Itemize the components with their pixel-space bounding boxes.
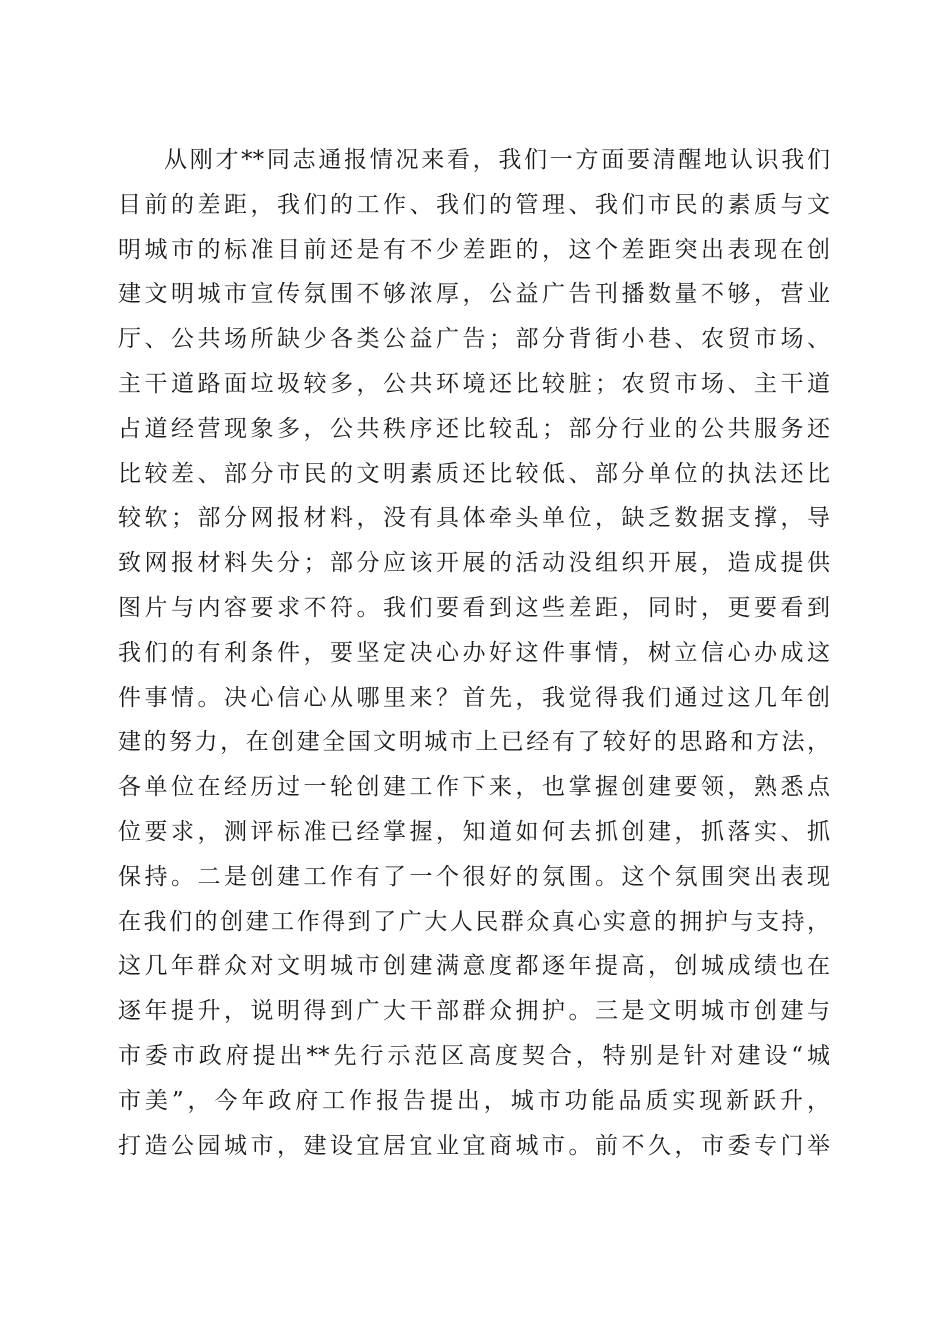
paragraph-line: 各单位在经历过一轮创建工作下来，也掌握创建要领，熟悉点 bbox=[118, 774, 830, 801]
paragraph-line: 图片与内容要求不符。我们要看到这些差距，同时，更要看到 bbox=[118, 594, 830, 621]
paragraph-line: 主干道路面垃圾较多，公共环境还比较脏；农贸市场、主干道 bbox=[118, 370, 830, 397]
paragraph-line: 市美”，今年政府工作报告提出，城市功能品质实现新跃升， bbox=[118, 1087, 830, 1114]
paragraph-line: 市委市政府提出**先行示范区高度契合，特别是针对建设“城 bbox=[118, 1042, 830, 1069]
paragraph-line: 我们的有利条件，要坚定决心办好这件事情，树立信心办成这 bbox=[118, 639, 830, 666]
paragraph-line: 建文明城市宣传氛围不够浓厚，公益广告刊播数量不够，营业 bbox=[118, 281, 830, 308]
paragraph-line: 打造公园城市，建设宜居宜业宜商城市。前不久，市委专门举 bbox=[118, 1132, 830, 1159]
paragraph-line: 件事情。决心信心从哪里来？首先，我觉得我们通过这几年创 bbox=[118, 684, 830, 711]
paragraph-line: 致网报材料失分；部分应该开展的活动没组织开展，造成提供 bbox=[118, 550, 830, 577]
paragraph-line: 目前的差距，我们的工作、我们的管理、我们市民的素质与文 bbox=[118, 191, 830, 218]
paragraph-line: 保持。二是创建工作有了一个很好的氛围。这个氛围突出表现 bbox=[118, 863, 830, 890]
body-paragraph bbox=[118, 138, 830, 1168]
paragraph-line: 从刚才**同志通报情况来看，我们一方面要清醒地认识我们 bbox=[164, 147, 830, 173]
paragraph-line: 占道经营现象多，公共秩序还比较乱；部分行业的公共服务还 bbox=[118, 415, 830, 442]
paragraph-line: 逐年提升，说明得到广大干部群众拥护。三是文明城市创建与 bbox=[118, 998, 830, 1025]
paragraph-line: 位要求，测评标准已经掌握，知道如何去抓创建，抓落实、抓 bbox=[118, 818, 830, 845]
paragraph-line: 这几年群众对文明城市创建满意度都逐年提高，创城成绩也在 bbox=[118, 953, 830, 980]
paragraph-line: 明城市的标准目前还是有不少差距的，这个差距突出表现在创 bbox=[118, 236, 830, 263]
paragraph-line: 在我们的创建工作得到了广大人民群众真心实意的拥护与支持， bbox=[118, 908, 830, 935]
paragraph-line: 比较差、部分市民的文明素质还比较低、部分单位的执法还比 bbox=[118, 460, 830, 487]
paragraph-line: 建的努力，在创建全国文明城市上已经有了较好的思路和方法， bbox=[118, 729, 830, 756]
paragraph-line: 厅、公共场所缺少各类公益广告；部分背街小巷、农贸市场、 bbox=[118, 326, 830, 353]
paragraph-line: 较软；部分网报材料，没有具体牵头单位，缺乏数据支撑，导 bbox=[118, 505, 830, 532]
